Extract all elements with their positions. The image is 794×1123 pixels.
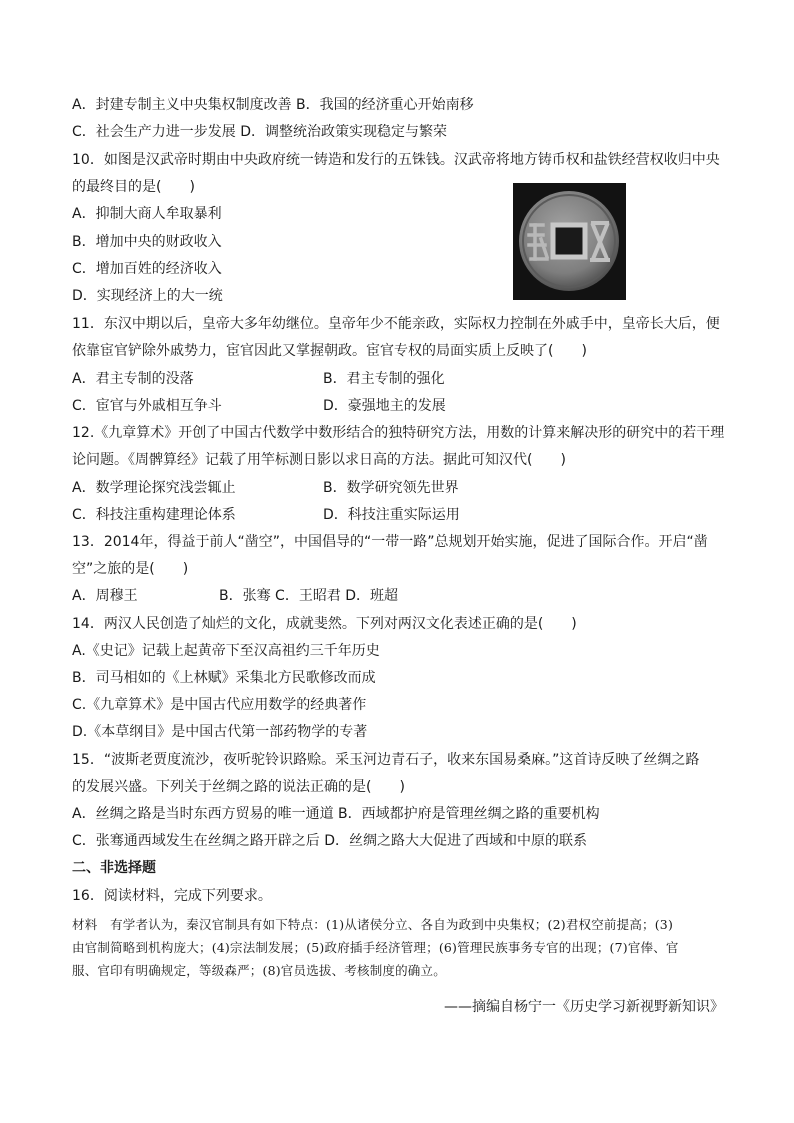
q14-option-d: D.《本草纲目》是中国古代第一部药物学的专著 [72,724,368,740]
q15-stem-line1: 15．“波斯老贾度流沙，夜听驼铃识路赊。采玉河边青石子，收来东国易桑麻。”这首诗反映了丝绸之路 [72,752,700,768]
q13-stem-line2: 空”之旅的是( ) [72,561,189,577]
coin-svg [513,183,626,300]
q12-option-c: C．科技注重构建理论体系 [72,507,236,523]
q9-options-ab: A．封建专制主义中央集权制度改善 B．我国的经济重心开始南移 [72,97,474,113]
q11-option-a: A．君主专制的没落 [72,371,194,387]
q12-option-a: A．数学理论探究浅尝辄止 [72,480,236,496]
q14-option-b: B．司马相如的《上林赋》采集北方民歌修改而成 [72,670,376,686]
q16-material [72,913,728,982]
q16-material-line1: 材料 有学者认为，秦汉官制具有如下特点：(1)从诸侯分立、各自为政到中央集权；(2)君权空前提高；(3) [72,917,674,932]
q12-stem-line2: 论问题。《周髀算经》记载了用竿标测日影以求日高的方法。据此可知汉代( ) [72,452,566,468]
coin-square-hole [553,225,585,257]
q14-option-c: C.《九章算术》是中国古代应用数学的经典著作 [72,697,367,713]
q10-option-c: C．增加百姓的经济收入 [72,261,222,277]
section-title-non-choice: 二、非选择题 [72,860,156,876]
q14-option-a: A.《史记》记载上起黄帝下至汉高祖约三千年历史 [72,643,380,659]
q10-option-d: D．实现经济上的大一统 [72,288,223,304]
q11-option-d: D．豪强地主的发展 [323,398,446,414]
q11-stem-line2: 依靠宦官铲除外戚势力，宦官因此又掌握朝政。宦官专权的局面实质上反映了( ) [72,343,587,359]
q12-stem-line1: 12.《九章算术》开创了中国古代数学中数形结合的独特研究方法，用数的计算来解决形的研究中的若干理 [72,425,725,441]
q14-stem: 14．两汉人民创造了灿烂的文化，成就斐然。下列对两汉文化表述正确的是( ) [72,616,577,632]
q15-stem-line2: 的发展兴盛。下列关于丝绸之路的说法正确的是( ) [72,779,405,795]
q13-stem-line1: 13．2014年，得益于前人“凿空”，中国倡导的“一带一路”总规划开始实施，促进了国际合作。开启“凿 [72,534,708,550]
q11-option-b: B．君主专制的强化 [323,371,445,387]
q12-option-d: D．科技注重实际运用 [323,507,460,523]
q11-stem-line1: 11．东汉中期以后，皇帝大多年幼继位。皇帝年少不能亲政，实际权力控制在外戚手中，皇帝长大后，便 [72,316,720,332]
wuzhu-coin-image [513,183,626,300]
q15-options-ab: A．丝绸之路是当时东西方贸易的唯一通道 B．西域都护府是管理丝绸之路的重要机构 [72,806,600,822]
q15-options-cd: C．张骞通西域发生在丝绸之路开辟之后 D．丝绸之路大大促进了西域和中原的联系 [72,833,588,849]
q10-stem-line1: 10．如图是汉武帝时期由中央政府统一铸造和发行的五铢钱。汉武帝将地方铸币权和盐铁经营权收归中央 [72,152,720,168]
q9-options-cd: C．社会生产力进一步发展 D．调整统治政策实现稳定与繁荣 [72,124,448,140]
q11-option-c: C．宦官与外戚相互争斗 [72,398,222,414]
q10-option-b: B．增加中央的财政收入 [72,234,222,250]
q16-material-source: ——摘编自杨宁一《历史学习新视野新知识》 [444,999,724,1015]
q10-stem-line2: 的最终目的是( ) [72,179,195,195]
q16-material-line3: 服、官印有明确规定，等级森严；(8)官员选拔、考核制度的确立。 [72,963,446,978]
q13-options-bcd: B．张骞 C．王昭君 D．班超 [219,588,399,604]
q16-material-line2: 由官制简略到机构庞大；(4)宗法制发展；(5)政府插手经济管理；(6)管理民族事务专官的出现；(7)官俸、官 [72,940,679,955]
q13-option-a: A．周穆王 [72,588,138,604]
q10-option-a: A．抑制大商人牟取暴利 [72,206,222,222]
q16-stem: 16．阅读材料，完成下列要求。 [72,888,272,904]
q12-option-b: B．数学研究领先世界 [323,480,459,496]
